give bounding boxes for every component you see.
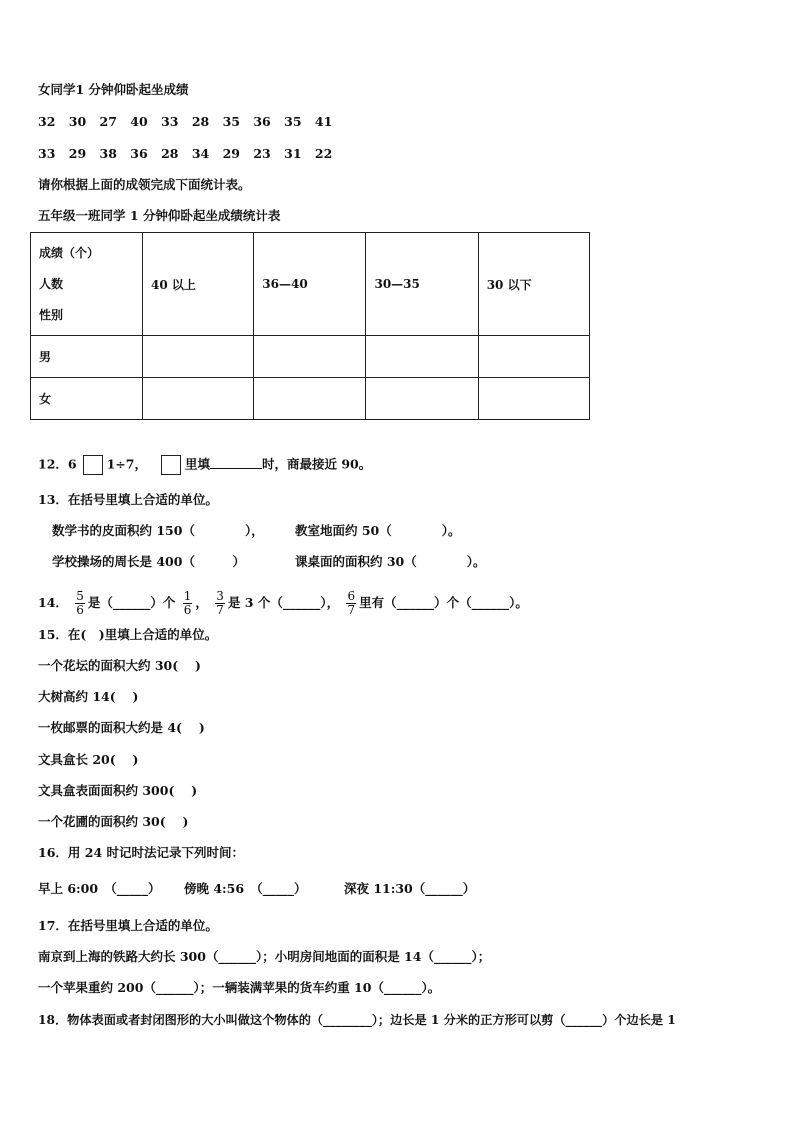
column-header: 30 以下 — [478, 233, 589, 336]
q15-item: 一枚邮票的面积大约是 4( ) — [38, 720, 205, 735]
score: 33 — [38, 146, 56, 161]
answer-cell[interactable] — [478, 378, 589, 420]
answer-cell[interactable] — [366, 336, 478, 378]
fraction: $\frac{5}{6}$ — [76, 589, 84, 617]
score: 29 — [222, 146, 240, 161]
q16-item: 深夜 11:30（______） — [344, 881, 476, 896]
q14-text: 里有（______）个（______）。 — [359, 595, 528, 610]
score: 35 — [222, 114, 240, 129]
score: 36 — [130, 146, 148, 161]
question-13-title: 13．在括号里填上合适的单位。 — [38, 492, 218, 507]
answer-cell[interactable] — [143, 378, 254, 420]
answer-cell[interactable] — [254, 336, 366, 378]
score: 35 — [284, 114, 302, 129]
corner-label: 成绩（个） — [39, 245, 100, 260]
fraction: $\frac{3}{7}$ — [216, 589, 224, 617]
answer-cell[interactable] — [366, 378, 478, 420]
q17-line: 一个苹果重约 200（______）；一辆装满苹果的货车约重 10（______）。 — [38, 980, 441, 995]
score: 32 — [38, 114, 56, 129]
fraction: $\frac{6}{7}$ — [347, 589, 356, 617]
score: 31 — [284, 146, 302, 161]
q14-text: ， — [195, 595, 208, 610]
corner-label: 性别 — [39, 307, 64, 322]
score: 29 — [68, 146, 87, 161]
row-header: 男 — [31, 336, 143, 378]
question-14 — [38, 590, 528, 617]
score: 22 — [314, 146, 333, 161]
question-18: 18．物体表面或者封闭图形的大小叫做这个物体的（________）；边长是 1 分米的正方形可以剪（______）个边长是 1 — [38, 1013, 676, 1027]
q13-item: 课桌面的面积约 30（ ）。 — [295, 554, 486, 569]
answer-cell[interactable] — [143, 336, 254, 378]
score: 27 — [99, 114, 117, 129]
score-row-1 — [38, 114, 341, 130]
q12-suffix-a: 里填 — [184, 456, 210, 472]
column-header: 30—35 — [366, 233, 478, 336]
q13-item: 学校操场的周长是 400（ ） — [52, 554, 245, 569]
score-row-2 — [38, 146, 341, 162]
corner-cell — [31, 233, 143, 336]
score: 23 — [253, 146, 271, 161]
q15-item: 文具盒长 20( ) — [38, 752, 139, 767]
score: 28 — [191, 114, 210, 129]
score: 33 — [161, 114, 179, 129]
q14-label: 14． — [38, 595, 68, 610]
score: 38 — [99, 146, 117, 161]
question-12 — [38, 455, 371, 475]
q13-item: 数学书的皮面积约 150（ ）， — [52, 523, 264, 538]
table-row — [31, 378, 590, 420]
score: 36 — [253, 114, 271, 129]
column-header: 36—40 — [254, 233, 366, 336]
score: 28 — [161, 146, 179, 161]
answer-box[interactable] — [161, 455, 181, 475]
girls-score-title: 女同学1 分钟仰卧起坐成绩 — [38, 82, 189, 97]
q14-text: 是（______）个 — [87, 595, 176, 610]
answer-box[interactable] — [83, 455, 103, 475]
q15-item: 大树高约 14( ) — [38, 689, 139, 704]
answer-cell[interactable] — [254, 378, 366, 420]
score: 34 — [191, 146, 210, 161]
q15-item: 一个花圃的面积约 30( ) — [38, 814, 189, 829]
answer-cell[interactable] — [478, 336, 589, 378]
corner-label: 人数 — [39, 276, 64, 291]
q12-mid: 1÷7， — [106, 456, 147, 472]
q14-text: 是 3 个（______）， — [227, 595, 340, 610]
q12-suffix-b: 时，商最接近 90。 — [261, 456, 372, 472]
question-17-title: 17．在括号里填上合适的单位。 — [38, 918, 218, 933]
row-header: 女 — [31, 378, 143, 420]
q12-prefix: 12．6 — [38, 456, 77, 472]
fraction: $\frac{1}{6}$ — [183, 589, 192, 617]
score: 40 — [130, 114, 148, 129]
q13-item: 教室地面约 50（ ）。 — [295, 523, 461, 538]
question-16-title: 16．用 24 时记时法记录下列时间： — [38, 845, 244, 860]
table-header-row — [31, 233, 590, 336]
question-15-title: 15．在( )里填上合适的单位。 — [38, 627, 218, 642]
score: 41 — [314, 114, 333, 129]
table-title: 五年级一班同学 1 分钟仰卧起坐成绩统计表 — [38, 208, 281, 223]
column-header: 40 以上 — [143, 233, 254, 336]
q15-item: 一个花坛的面积大约 30( ) — [38, 658, 201, 673]
stats-table — [30, 232, 590, 420]
answer-blank[interactable] — [210, 468, 262, 469]
q17-line: 南京到上海的铁路大约长 300（______）；小明房间地面的面积是 14（______）； — [38, 949, 491, 964]
instruction: 请你根据上面的成领完成下面统计表。 — [38, 177, 251, 192]
q16-item: 早上 6:00 （_____） — [38, 881, 161, 896]
table-row — [31, 336, 590, 378]
q15-item: 文具盒表面面积约 300( ) — [38, 783, 198, 798]
q16-item: 傍晚 4:56 （_____） — [184, 881, 307, 896]
score: 30 — [68, 114, 87, 129]
